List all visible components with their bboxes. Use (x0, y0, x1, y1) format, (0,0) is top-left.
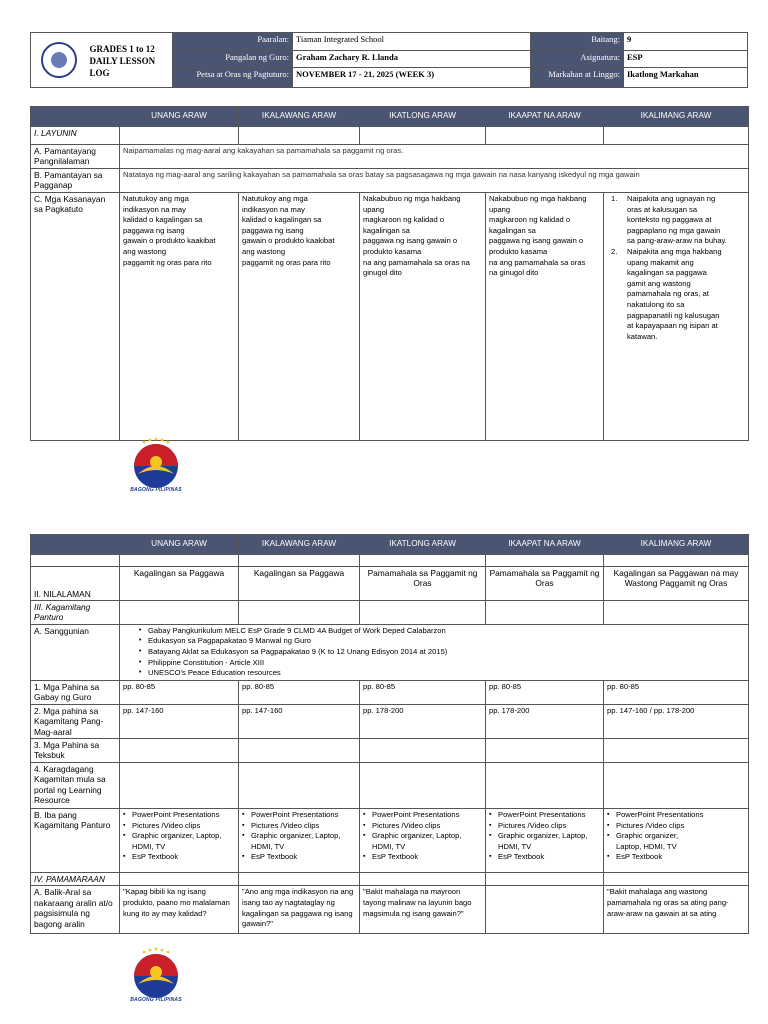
list-item: 1. Naipakita ang ugnayan ng oras at kalusugan sa konteksto ng paggawa at pagpaplano ng mga gawain sa pang-araw-araw na buhay. (611, 194, 727, 246)
gabay-pages-day4: pp. 80-85 (486, 680, 604, 704)
pamantayang-pangnilalaman-text: Naipamamalas ng mag-aaral ang kakayahan sa pamamahala sa paggamit ng oras. (120, 145, 749, 169)
kasanayan-label: C. Mga Kasanayan sa Pagkatuto (31, 193, 120, 441)
header-table (30, 32, 748, 88)
iba-day4: ▪ PowerPoint Presentations ▪ Pictures /Video clips ▪ Graphic organizer, Laptop, HDMI, TV ▪ EsP Textbook (486, 809, 604, 873)
karagdagang-label: 4. Karagdagang Kagamitan mula sa portal ng Learning Resource (31, 763, 120, 809)
iba-day1: ▪ PowerPoint Presentations ▪ Pictures /Video clips ▪ Graphic organizer, Laptop, HDMI, TV ▪ EsP Textbook (120, 809, 239, 873)
balik-aral-day4 (486, 886, 604, 934)
kasanayan-day1: Natutukoy ang mga indikasyon na may kalidad o kagalingan sa paggawa ng isang gawain o produkto kaakibat ang wastong paggamit ng oras para rito (120, 193, 239, 441)
balik-aral-day3: "Bakit mahalaga na mayroon tayong malinaw na layunin bago magsimula ng isang gawain?" (360, 886, 486, 934)
title-line2: DAILY LESSON LOG (89, 56, 156, 78)
document-title (87, 33, 173, 88)
kagamitan-pages-day5: pp. 147-160 / pp. 178-200 (604, 704, 749, 738)
pamamaraan-heading: IV. PAMAMARAAN (31, 873, 120, 886)
logo-text: BAGONG PILIPINAS (130, 997, 182, 1003)
school-value: Tiaman Integrated School (293, 33, 531, 51)
nilalaman-heading: II. NILALAMAN (31, 567, 120, 601)
kagamitan-pages-label: 2. Mga pahina sa Kagamitang Pang-Mag-aaral (31, 704, 120, 738)
balik-aral-label: A. Balik-Aral sa nakaraang aralin at/o pagsisimula ng bagong aralin (31, 886, 120, 934)
day-header: IKAAPAT NA ARAW (486, 535, 604, 555)
kagamitan-pages-day2: pp. 147-160 (239, 704, 360, 738)
list-item: • Batayang Aklat sa Edukasyon sa Pagpapakatao 9 (K to 12 Unang Edisyon 2014 at 2015) (139, 647, 745, 658)
kasanayan-day4: Nakabubuo ng mga hakbang upang magkaroon ng kalidad o kagalingan sa paggawa ng isang gawain o produkto kasama na ang pamamahala sa oras na ginugol dito (486, 193, 604, 441)
kasanayan-day3: Nakabubuo ng mga hakbang upang magkaroon ng kalidad o kagalingan sa paggawa ng isang gawain o produkto kasama na ang pamamahala sa oras na ginugol dito (360, 193, 486, 441)
day-header: IKALIMANG ARAW (604, 107, 749, 127)
school-label: Paaralan: (173, 33, 293, 51)
day-header: IKALIMANG ARAW (604, 535, 749, 555)
sanggunian-list-cell (120, 624, 749, 680)
kagamitan-pages-day1: pp. 147-160 (120, 704, 239, 738)
deped-seal-cell (31, 33, 87, 88)
nilalaman-table (30, 534, 749, 934)
date-value: NOVEMBER 17 - 21, 2025 (WEEK 3) (293, 68, 531, 88)
day-header: UNANG ARAW (120, 107, 239, 127)
balik-aral-day1: "Kapag bibili ka ng isang produkto, paano mo malalaman kung ito ay may kalidad? (120, 886, 239, 934)
quarter-label: Markahan at Linggo: (531, 68, 624, 88)
date-label: Petsa at Oras ng Pagtuturo: (173, 68, 293, 88)
logo-text: BAGONG PILIPINAS (130, 487, 182, 493)
gabay-pages-day5: pp. 80-85 (604, 680, 749, 704)
day-header: IKALAWANG ARAW (239, 535, 360, 555)
topic-day1: Kagalingan sa Paggawa (120, 567, 239, 601)
topic-day3: Pamamahala sa Paggamit ng Oras (360, 567, 486, 601)
iba-day3: ▪ PowerPoint Presentations ▪ Pictures /Video clips ▪ Graphic organizer, Laptop, HDMI, TV ▪ EsP Textbook (360, 809, 486, 873)
balik-aral-day2: "Ano ang mga indikasyon na ang isang tao ay nagtataglay ng kagalingan sa paggawa ng isang gawain?" (239, 886, 360, 934)
bagong-pilipinas-logo (124, 946, 188, 1010)
grade-label: Baitang: (531, 33, 624, 51)
subject-label: Asignatura: (531, 50, 624, 68)
topic-day4: Pamamahala sa Paggamit ng Oras (486, 567, 604, 601)
day-header: IKALAWANG ARAW (239, 107, 360, 127)
list-item: • Philippine Constitution - Article XIII (139, 658, 745, 669)
iba-label: B. Iba pang Kagamitang Panturo (31, 809, 120, 873)
list-item: • UNESCO's Peace Education resources (139, 668, 745, 679)
list-item: 2. Naipakita ang mga hakbang upang makamit ang kagalingan sa paggawa gamit ang wastong pamamahala ng oras, at nakatulong ito sa pagpapanatili ng kalusugan at kapayapaan ng isipan at katawan. (611, 246, 722, 341)
subject-value: ESP (624, 50, 748, 68)
quarter-value: Ikatlong Markahan (624, 68, 748, 88)
deped-seal-icon (41, 42, 77, 78)
teacher-value: Graham Zachary R. Llanda (293, 50, 531, 68)
day-header: IKAAPAT NA ARAW (486, 107, 604, 127)
gabay-pages-day1: pp. 80-85 (120, 680, 239, 704)
topic-day2: Kagalingan sa Paggawa (239, 567, 360, 601)
kagamitan-pages-day3: pp. 178-200 (360, 704, 486, 738)
gabay-label: 1. Mga Pahina sa Gabay ng Guro (31, 680, 120, 704)
pamantayan-pagganap-label: B. Pamantayan sa Pagganap (31, 169, 120, 193)
gabay-pages-day2: pp. 80-85 (239, 680, 360, 704)
kasanayan-day2: Natutukoy ang mga indikasyon na may kalidad o kagalingan sa paggawa ng isang gawain o produkto kaakibat ang wastong paggamit ng oras para rito (239, 193, 360, 441)
title-line1: GRADES 1 to 12 (89, 44, 155, 54)
sanggunian-label: A. Sanggunian (31, 624, 120, 680)
grade-value: 9 (624, 33, 748, 51)
balik-aral-day5: "Bakit mahalaga ang wastong pamamahala ng oras sa ating pang-araw-araw na gawain at sa ating (604, 886, 749, 934)
kagamitan-heading: III. Kagamitang Panturo (31, 601, 120, 625)
teksbuk-label: 3. Mga Pahina sa Teksbuk (31, 739, 120, 763)
day-header: IKATLONG ARAW (360, 535, 486, 555)
list-item: • Edukasyon sa Pagpapakatao 9 Manwal ng Guro (139, 636, 745, 647)
corner-cell (31, 535, 120, 555)
day-header: UNANG ARAW (120, 535, 239, 555)
layunin-heading: I. LAYUNIN (31, 127, 120, 145)
kagamitan-pages-day4: pp. 178-200 (486, 704, 604, 738)
list-item: • Gabay Pangkurikulum MELC EsP Grade 9 CLMD 4A Budget of Work Deped Calabarzon (139, 626, 745, 637)
teacher-label: Pangalan ng Guro: (173, 50, 293, 68)
pamantayan-pagganap-text: Natataya ng mag-aaral ang sariling kakayahan sa pamamahala sa oras batay sa pagsasagawa ng mga gawain na nasa kanyang iskedyul ng mga gawain (120, 169, 749, 193)
iba-day5: ▪ PowerPoint Presentations ▪ Pictures /Video clips ▪ Graphic organizer, Laptop, HDMI, TV ▪ EsP Textbook (604, 809, 749, 873)
iba-day2: ▪ PowerPoint Presentations ▪ Pictures /Video clips ▪ Graphic organizer, Laptop, HDMI, TV ▪ EsP Textbook (239, 809, 360, 873)
gabay-pages-day3: pp. 80-85 (360, 680, 486, 704)
kasanayan-day5 (604, 193, 749, 441)
day-header: IKATLONG ARAW (360, 107, 486, 127)
pamantayang-pangnilalaman-label: A. Pamantayang Pangnilalaman (31, 145, 120, 169)
topic-day5: Kagalingan sa Paggawan na may Wastong Paggamit ng Oras (604, 567, 749, 601)
corner-cell (31, 107, 120, 127)
bagong-pilipinas-logo (124, 436, 188, 500)
layunin-table (30, 106, 749, 441)
